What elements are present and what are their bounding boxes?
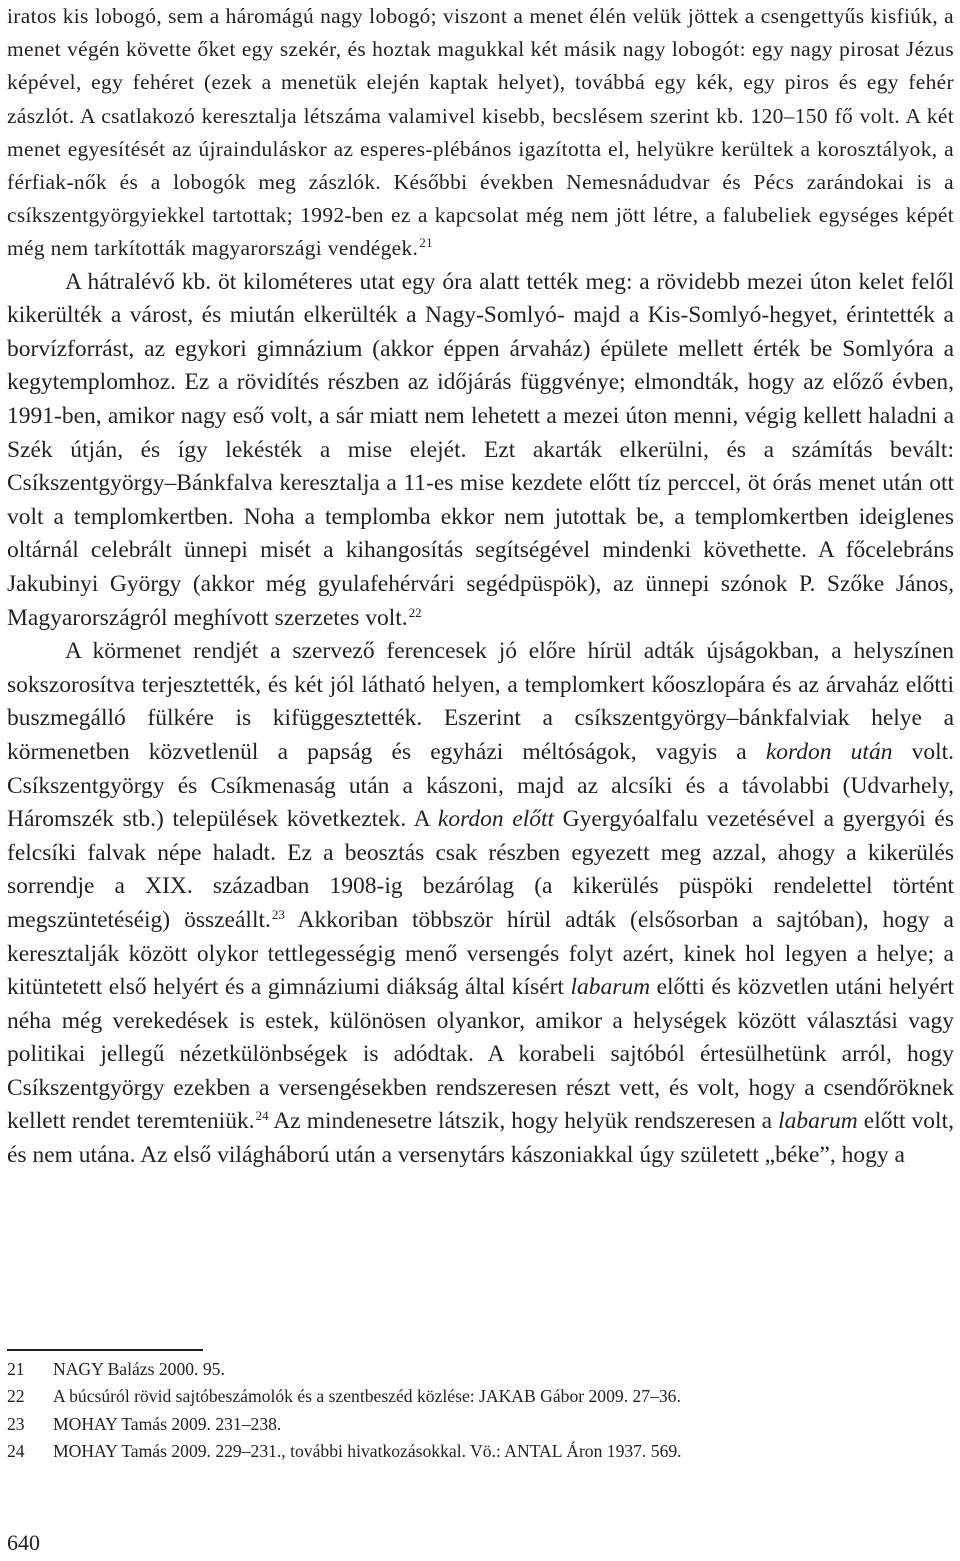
paragraph-3-text-3: Gyergyóalfalu vezetésével a gyergyói és felcsíki falvak népe haladt. Ez a beosztás csak részben egyezett meg azzal, ahogy a kikerülés sorrendje a XIX. században 1908-ig bezárólag (a kikerülés püspöki rendelettel történt megszüntetéséig) összeállt.	[7, 806, 954, 933]
emphasis-kordon-elott: kordon előtt	[437, 806, 555, 833]
emphasis-labarum-1: labarum	[570, 974, 651, 1001]
footnote-number: 24	[7, 1440, 25, 1461]
paragraph-1	[7, 0, 954, 266]
paragraph-3-text-5: előtti és közvetlen utáni helyért néha még verekedések is estek, különösen olyankor, amikor a helységek között választási vagy politikai jellegű nézetkülönbségek is adódtak. A korabeli sajtóból értesülhetünk arról, hogy Csíkszentgyörgy ezekben a versengésekben rendszeresen részt vett, és volt, hogy a csendőröknek kellett rendet teremteniük.	[7, 974, 954, 1135]
footnote-text: MOHAY Tamás 2009. 229–231., további hivatkozásokkal. Vö.: ANTAL Áron 1937. 569.	[53, 1440, 682, 1461]
paragraph-3-text-4: Akkoriban többször hírül adták (elsősorban a sajtóban), hogy a keresztalják között olykor tettlegességig menő versengés folyt azért, kinek hol legyen a helye; a kitüntetett első helyért és a gimnáziumi diákság által kísért	[7, 906, 954, 1001]
paragraph-1-text-b: Későbbi években Nemesnádudvar és Pécs zarándokai is a csíkszentgyörgyiekkel tartottak; 1992-ben ez a kapcsolat még nem jött létre, a falubeliek egységes képét még nem tarkították magyarországi vendégek.	[7, 170, 955, 261]
paragraph-3-text-1: A körmenet rendjét a szervező ferencesek jó előre hírül adták újságokban, a helyszínen sokszorosítva terjesztették, és két jól látható helyen, a templomkert kőoszlopára és az árvaház előtti buszmegálló fülkére is kifüggesztették. Eszerint a csíkszentgyörgy–bánkfalviak helye a körmenetben közvetlenül a papság és egyházi méltóságok, vagyis a	[7, 638, 954, 765]
paragraph-2	[7, 266, 954, 636]
paragraph-2-text-a: A hátralévő kb.	[65, 268, 212, 295]
footnote-text: A búcsúról rövid sajtóbeszámolók és a szentbeszéd közlése: JAKAB Gábor 2009. 27–36.	[53, 1386, 681, 1407]
footnote-21	[7, 1356, 954, 1383]
footnote-number: 22	[7, 1386, 25, 1407]
page-number: 640	[7, 1530, 40, 1555]
footnote-text: MOHAY Tamás 2009. 231–238.	[53, 1413, 282, 1434]
footnote-24	[7, 1438, 954, 1465]
paragraph-3-text-2: volt. Csíkszentgyörgy és Csíkmenaság után a kászoni, majd az alcsíki és a távolabbi (Udvarhely, Háromszék stb.) települések következtek. A	[7, 738, 955, 833]
footnotes	[7, 1356, 954, 1465]
emphasis-labarum-2: labarum	[778, 1108, 858, 1135]
page-body	[7, 0, 954, 1173]
footnote-ref-21[interactable]: 21	[419, 235, 433, 251]
paragraph-1-text: iratos kis lobogó, sem a háromágú nagy lobogó; viszont a menet élén velük jöttek a csengettyűs kisfiúk, a menet végén követte őket egy szekér, és hoztak magukkal két másik nagy lobogót: egy nagy pirosat Jézus képével, egy fehéret (ezek a menetük elején kaptak helyet), továbbá egy kék, egy piros és egy fehér zászlót. A csatlakozó keresztalja létszáma valamivel kisebb, becslésem szerint kb. 120–150 fő volt. A két menet egyesítését az újrainduláskor az esperes-plébános igazította el, helyükre kerültek a korosztályok, a férfiak-nők és a lobogók meg zászlók.	[7, 4, 954, 195]
footnote-number: 23	[7, 1413, 25, 1434]
footnote-number: 21	[7, 1359, 25, 1379]
footnote-ref-23[interactable]: 23	[271, 906, 285, 922]
emphasis-kordon-utan: kordon után	[765, 738, 893, 765]
footnote-23	[7, 1411, 954, 1438]
footnote-ref-22[interactable]: 22	[408, 604, 422, 620]
paragraph-3-text-6: Az mindenesetre látszik, hogy helyük rendszeresen a	[268, 1108, 779, 1135]
paragraph-3	[7, 635, 954, 1173]
paragraph-3-text-7: előtt volt, és nem utána. Az első világháború után a versenytárs kászoniakkal úgy született „béke”, hogy a	[7, 1108, 954, 1169]
paragraph-2-text-b: öt kilométeres utat egy óra alatt tették meg: a rövidebb mezei úton kelet felől kikerülték a várost, és miután elkerülték a Nagy-Somlyó- majd a Kis-Somlyó-hegyet, érintették a borvízforrást, az egykori gimnázium (akkor éppen árvaház) épülete mellett érték be Somlyóra a kegytemplomhoz. Ez a rövidítés részben az időjárás függvénye; elmondták, hogy az előző évben, 1991-ben, amikor nagy eső volt, a sár miatt nem lehetett a mezei úton menni, végig kellett haladni a Szék útján, és így lekésték a mise elejét. Ezt akarták elkerülni, és a számítás bevált: Csíkszentgyörgy–Bánkfalva keresztalja a 11-es mise kezdete előtt tíz perccel, öt órás menet után ott volt a templomkertben. Noha a templomba ekkor nem jutottak be, a templomkertben ideiglenes oltárnál celebrált ünnepi misét a kihangosítás segítségével mindenki követhette. A főcelebráns Jakubinyi György (akkor még gyulafehérvári segédpüspök), az ünnepi szónok P. Szőke János, Magyarországról meghívott szerzetes volt.	[7, 268, 955, 631]
footnote-22	[7, 1383, 954, 1410]
footnote-ref-24[interactable]: 24	[255, 1108, 269, 1124]
footnote-text: NAGY Balázs 2000. 95.	[53, 1359, 225, 1379]
footnote-divider	[7, 1349, 203, 1351]
